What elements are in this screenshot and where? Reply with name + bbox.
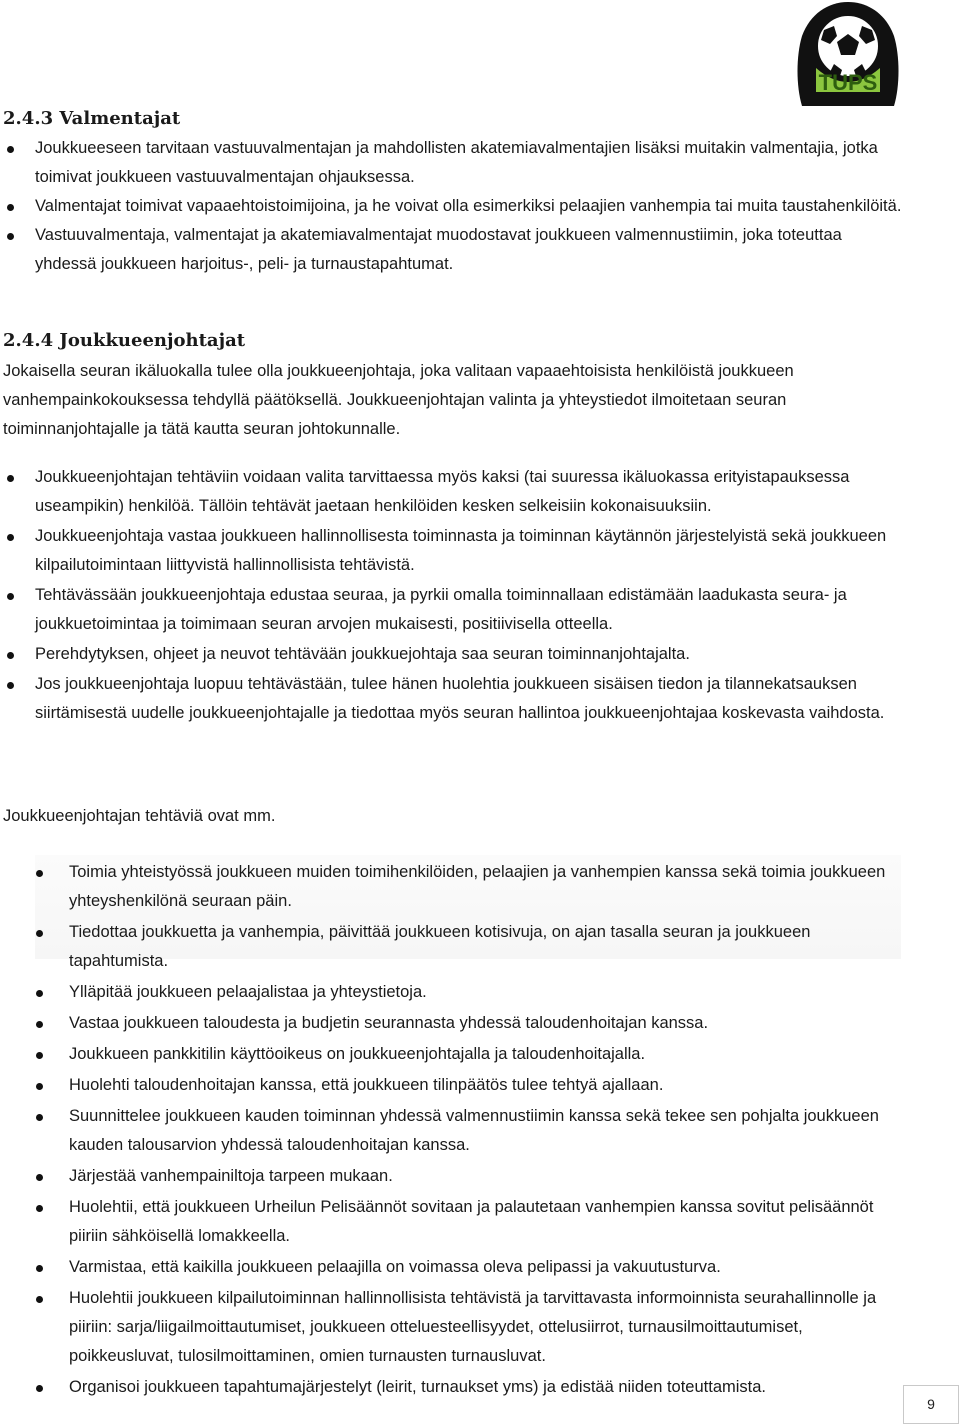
bullet-icon xyxy=(7,204,14,211)
bullet-icon xyxy=(36,1385,43,1392)
bullet-icon xyxy=(7,233,14,240)
bullet-icon xyxy=(7,652,14,659)
bullet-icon xyxy=(36,1296,43,1303)
list-item: Toimia yhteistyössä joukkueen muiden toimihenkilöiden, pelaajien ja vanhempien kanssa sekä toimia joukkueen yhteyshenkilönä seuraan päin. xyxy=(0,858,905,916)
section-heading-joukkueenjohtajat: 2.4.4 Joukkueenjohtajat xyxy=(3,330,246,351)
intro-paragraph: Jokaisella seuran ikäluokalla tulee olla joukkueenjohtaja, joka valitaan vapaaehtoisista henkilöistä joukkueen vanhempainkokouksessa tehdyllä päätöksellä. Joukkueenjohtajan valinta ja yhteystiedot ilmoitetaan seuran toiminnanjohtajalle ja tätä kautta seuran johtokunnalle. xyxy=(3,362,794,438)
logo-text: TUPS xyxy=(818,70,878,95)
bullet-icon xyxy=(36,1174,43,1181)
page-number: 9 xyxy=(903,1385,959,1424)
bullet-icon xyxy=(36,1021,43,1028)
bullet-icon xyxy=(36,1265,43,1272)
section-heading-valmentajat: 2.4.3 Valmentajat xyxy=(3,108,181,129)
bullet-icon xyxy=(7,146,14,153)
bullet-icon xyxy=(7,682,14,689)
list-item: Jos joukkueenjohtaja luopuu tehtävästään, tulee hänen huolehtia joukkueen sisäisen tiedon ja tilannekatsauksen siirtämisestä uudelle joukkueenjohtajalle ja tiedottaa myös seuran hallintoa joukkueenjohtajaa koskevasta vaihdosta. xyxy=(0,670,905,728)
list-item: Joukkueenjohtajan tehtäviin voidaan valita tarvittaessa myös kaksi (tai suuressa ikäluokassa erityistapauksessa useampikin) henkilöä. Tällöin tehtävät jaetaan henkilöiden kesken selkeisiin kokonaisuuksiin. xyxy=(0,463,905,521)
list-item: Huolehtii, että joukkueen Urheilun Pelisäännöt sovitaan ja palautetaan vanhempien kanssa sovitut pelisäännöt piiriin sähköisellä lomakkeella. xyxy=(0,1193,905,1251)
bullet-icon xyxy=(36,1083,43,1090)
tasks-label: Joukkueenjohtajan tehtäviä ovat mm. xyxy=(3,807,276,825)
bullet-icon xyxy=(7,475,14,482)
bullet-icon xyxy=(36,930,43,937)
list-item: Varmistaa, että kaikilla joukkueen pelaajilla on voimassa oleva pelipassi ja vakuutusturva. xyxy=(0,1253,905,1282)
bullet-icon xyxy=(36,1052,43,1059)
club-logo xyxy=(794,0,902,110)
team-manager-bullet-list xyxy=(0,463,905,729)
list-item: Organisoi joukkueen tapahtumajärjestelyt (leirit, turnaukset yms) ja edistää niiden toteuttamista. xyxy=(0,1373,905,1402)
bullet-icon xyxy=(36,990,43,997)
list-item: Valmentajat toimivat vapaaehtoistoimijoina, ja he voivat olla esimerkiksi pelaajien vanhempia tai muita taustahenkilöitä. xyxy=(0,192,905,221)
list-item: Vastuuvalmentaja, valmentajat ja akatemiavalmentajat muodostavat joukkueen valmennustiimin, joka toteuttaa yhdessä joukkueen harjoitus-, peli- ja turnaustapahtumat. xyxy=(0,221,905,279)
list-item: Huolehtii joukkueen kilpailutoiminnan hallinnollisista tehtävistä ja tarvittavasta informoinnista seurahallinnolle ja piiriin: sarja/liigailmoittautumiset, joukkueen otteluesteellisyydet, ottelusiirrot, turnausilmoittautumiset, poikkeusluvat, tulosilmoittaminen, omien turnausten turnausluvat. xyxy=(0,1284,905,1371)
bullet-icon xyxy=(36,1114,43,1121)
bullet-icon xyxy=(36,870,43,877)
bullet-icon xyxy=(7,534,14,541)
tasks-bullet-list xyxy=(0,858,905,1404)
list-item: Huolehti taloudenhoitajan kanssa, että joukkueen tilinpäätös tulee tehtyä ajallaan. xyxy=(0,1071,905,1100)
list-item: Ylläpitää joukkueen pelaajalistaa ja yhteystietoja. xyxy=(0,978,905,1007)
list-item: Järjestää vanhempainiltoja tarpeen mukaan. xyxy=(0,1162,905,1191)
list-item: Joukkueenjohtaja vastaa joukkueen hallinnollisesta toiminnasta ja toiminnan käytännön järjestelyistä sekä joukkueen kilpailutoimintaan liittyvistä hallinnollisista tehtävistä. xyxy=(0,522,905,580)
list-item: Suunnittelee joukkueen kauden toiminnan yhdessä valmennustiimin kanssa sekä tekee sen pohjalta joukkueen kauden talousarvion yhdessä taloudenhoitajan kanssa. xyxy=(0,1102,905,1160)
list-item: Tehtävässään joukkueenjohtaja edustaa seuraa, ja pyrkii omalla toiminnallaan edistämään laadukasta seura- ja joukkuetoimintaa ja toimimaan seuran arvojen mukaisesti, positiivisella otteella. xyxy=(0,581,905,639)
coaches-bullet-list xyxy=(0,134,905,279)
list-item: Vastaa joukkueen taloudesta ja budjetin seurannasta yhdessä taloudenhoitajan kanssa. xyxy=(0,1009,905,1038)
bullet-icon xyxy=(36,1205,43,1212)
list-item: Joukkueeseen tarvitaan vastuuvalmentajan ja mahdollisten akatemiavalmentajien lisäksi muitakin valmentajia, jotka toimivat joukkueen vastuuvalmentajan ohjauksessa. xyxy=(0,134,905,192)
bullet-icon xyxy=(7,593,14,600)
list-item: Perehdytyksen, ohjeet ja neuvot tehtävään joukkuejohtaja saa seuran toiminnanjohtajalta. xyxy=(0,640,905,669)
list-item: Joukkueen pankkitilin käyttöoikeus on joukkueenjohtajalla ja taloudenhoitajalla. xyxy=(0,1040,905,1069)
list-item: Tiedottaa joukkuetta ja vanhempia, päivittää joukkueen kotisivuja, on ajan tasalla seuran ja joukkueen tapahtumista. xyxy=(0,918,905,976)
